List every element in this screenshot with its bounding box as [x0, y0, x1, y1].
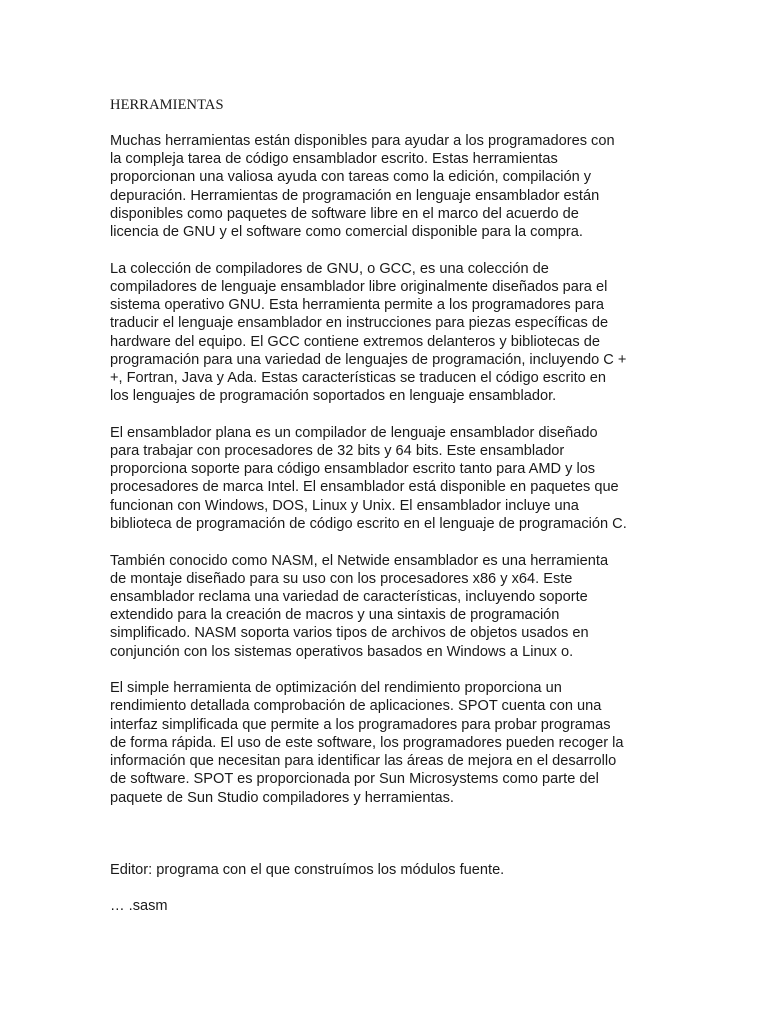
document-page: [110, 96, 670, 915]
paragraph-gcc: La colección de compiladores de GNU, o GCC, es una colección de compiladores de lenguaje ensamblador libre originalmente diseñados para el sistema operativo GNU. Esta herramienta permite a los programadores para traducir el lenguaje ensamblador en instrucciones para piezas específicas de hardware del equipo. El GCC contiene extremos delanteros y bibliotecas de programación para una variedad de lenguajes de programación, incluyendo C + +, Fortran, Java y Ada. Estas características se traducen el código escrito en los lenguajes de programación soportados en lenguaje ensamblador.: [110, 260, 627, 405]
editor-definition: Editor: programa con el que construímos los módulos fuente.: [110, 862, 505, 879]
trailing-note: … .sasm: [110, 898, 168, 915]
paragraph-tools-intro: Muchas herramientas están disponibles para ayudar a los programadores con la compleja tarea de código ensamblador escrito. Estas herramientas proporcionan una valiosa ayuda con tareas como la edición, compilación y depuración. Herramientas de programación en lenguaje ensamblador están disponibles como paquetes de software libre en el marco del acuerdo de licencia de GNU y el software como comercial disponible para la compra.: [110, 133, 615, 241]
paragraph-spot: El simple herramienta de optimización del rendimiento proporciona un rendimiento detallada comprobación de aplicaciones. SPOT cuenta con una interfaz simplificada que permite a los programadores para probar programas de forma rápida. El uso de este software, los programadores pueden recoger la información que necesitan para identificar las áreas de mejora en el desarrollo de software. SPOT es proporcionada por Sun Microsystems como parte del paquete de Sun Studio compiladores y herramientas.: [110, 680, 624, 806]
blank-spacer: [110, 825, 670, 861]
document-heading: HERRAMIENTAS: [110, 97, 224, 113]
paragraph-flat-assembler: El ensamblador plana es un compilador de lenguaje ensamblador diseñado para trabajar con procesadores de 32 bits y 64 bits. Este ensamblador proporciona soporte para código ensamblador escrito tanto para AMD y los procesadores de marca Intel. El ensamblador está disponible en paquetes que funcionan con Windows, DOS, Linux y Unix. El ensamblador incluye una biblioteca de programación de código escrito en el lenguaje de programación C.: [110, 424, 627, 532]
paragraph-nasm: También conocido como NASM, el Netwide ensamblador es una herramienta de montaje diseñado para su uso con los procesadores x86 y x64. Este ensamblador reclama una variedad de características, incluyendo soporte extendido para la creación de macros y una sintaxis de programación simplificado. NASM soporta varios tipos de archivos de objetos usados en conjunción con los sistemas operativos basados en Windows a Linux o.: [110, 552, 609, 660]
